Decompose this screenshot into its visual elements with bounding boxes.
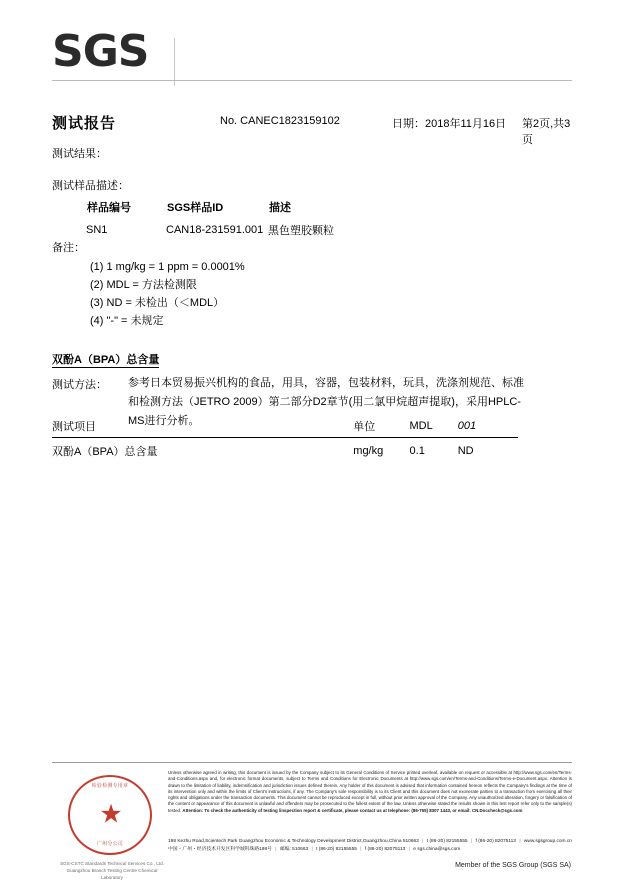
address-separator: |	[311, 847, 313, 852]
address-web-en: www.sgsgroup.com.cn	[523, 839, 572, 844]
star-icon: ★	[99, 798, 123, 829]
column-header-test-item: 测试项目	[52, 418, 353, 438]
test-method-label: 测试方法：	[52, 379, 107, 391]
footer-disclaimer	[168, 770, 572, 814]
footer-address	[168, 838, 572, 854]
column-header-sgs-id: SGS样品ID	[167, 202, 224, 214]
address-separator: |	[519, 839, 521, 844]
results-table	[52, 418, 518, 459]
address-separator: |	[470, 839, 473, 844]
report-date: 日期：2018年11月16日	[392, 118, 507, 130]
bpa-total-heading	[52, 352, 159, 369]
column-header-sample-001: 001	[458, 418, 518, 438]
column-header-mdl: MDL	[410, 418, 458, 438]
stamp-caption	[56, 860, 168, 881]
table-header-row	[52, 418, 518, 438]
cell-test-item: 双酚A（BPA）总含量	[52, 446, 158, 458]
table-row	[52, 438, 518, 460]
sgs-logo: SGS	[52, 26, 149, 77]
cell-unit: mg/kg	[353, 445, 384, 457]
list-item: (2) MDL = 方法检测限	[90, 279, 197, 291]
sample-description-label: 测试样品描述：	[52, 180, 129, 192]
cell-mdl: 0.1	[409, 445, 425, 457]
company-stamp	[60, 772, 164, 880]
list-item: (1) 1 mg/kg = 1 ppm = 0.0001%	[90, 261, 245, 273]
table-header-row	[86, 198, 334, 220]
address-separator: |	[275, 847, 277, 852]
address-mail-cn: e sgs.china@sgs.com	[413, 847, 461, 852]
footer-rule	[52, 762, 572, 763]
results-label: 测试结果：	[52, 148, 107, 160]
stamp-top-text: 检验检测专用章	[91, 783, 129, 789]
footer-disclaimer-text: Unless otherwise agreed in writing, this document is issued by the Company subject to its General Conditions of Service printed overleaf, available on request or accessible at http://www.sgs.com/en/Terms-and-Conditions.aspx and, for electronic format documents, subject to Terms and Conditions for Electronic Documents at http://www.sgs.com/en/Terms-and-Conditions/Terms-e-Document.aspx. Attention is drawn to the limitation of liability, indemnification and jurisdiction issues defined therein. Any holder of this document is advised that information contained hereon reflects the Company's findings at the time of its intervention only and within the limits of Client's instructions, if any. The Company's sole responsibility is to its Client and this document does not exonerate parties to a transaction from exercising all their rights and obligations under the transaction documents. This document cannot be reproduced except in full, without prior written approval of the Company. Any unauthorized alteration, forgery or falsification of the content or appearance of this document is unlawful and offenders may be prosecuted to the fullest extent of the law. Unless otherwise stated the results shown in this test report refer only to the sample(s) tested.	[168, 770, 572, 813]
logo-divider-tick	[174, 38, 175, 86]
cell-sample-no: SN1	[86, 224, 108, 236]
address-separator: |	[360, 847, 362, 852]
report-number: No. CANEC1823159102	[220, 115, 340, 127]
cell-result-001: ND	[457, 445, 474, 457]
address-fax-cn: f (86-20) 82075113	[364, 847, 406, 852]
table-row	[86, 222, 334, 242]
address-cn: 中国・广州・经济技术开发区科学城科珠路198号	[168, 847, 272, 852]
report-header	[52, 26, 572, 92]
footer-address-en-line	[168, 838, 572, 846]
footer-member-line: Member of the SGS Group (SGS SA)	[455, 862, 571, 869]
address-en: 198 Kezhu Road,Scientech Park Guangzhou Economic & Technology Development District,Guangzhou,China 510663	[168, 839, 419, 844]
address-tel-en: t (86-20) 82155555	[426, 839, 468, 844]
page-title: 测试报告	[52, 115, 117, 132]
cell-sgs-id: CAN18-231591.001	[166, 224, 264, 236]
list-item: (4) "-" = 未规定	[90, 315, 164, 327]
stamp-bottom-text: 广州分公司	[96, 841, 123, 847]
list-item: (3) ND = 未检出（＜MDL）	[90, 297, 225, 309]
remarks-label: 备注：	[52, 242, 85, 254]
address-separator: |	[422, 839, 424, 844]
title-row	[52, 112, 572, 146]
address-zip-cn: 邮编: 510663	[279, 847, 309, 852]
column-header-description: 描述	[269, 202, 291, 214]
footer-address-cn-line	[168, 846, 572, 854]
address-tel-cn: t (86-20) 82155555	[316, 847, 357, 852]
column-header-unit: 单位	[353, 418, 409, 438]
page-indicator: 第2页,共3页	[522, 118, 571, 146]
column-header-sample-no: 样品编号	[87, 202, 131, 214]
stamp-caption-line1: SGS-CSTC Standards Technical Services Co., Ltd.	[60, 861, 164, 866]
bpa-total-heading-text: 双酚A（BPA）总含量	[52, 354, 160, 366]
cell-description: 黑色塑胶颗粒	[268, 225, 334, 237]
remarks-list	[90, 258, 245, 330]
address-fax-en: f (86-20) 82075113	[475, 839, 516, 844]
address-separator: |	[408, 847, 410, 852]
footer-attention-text: Attention: To check the authenticity of testing /inspection report & certificate, please contact us at telephone: (86-755) 8307 1443, or email: CN.Doccheck@sgs.com	[182, 807, 523, 813]
sample-description-table	[84, 196, 336, 244]
stamp-caption-line2: Guangzhou Branch Testing Centre Chemical Laboratory	[66, 868, 158, 880]
header-rule	[52, 80, 572, 81]
test-method-text: 参考日本贸易振兴机构的食品，用具，容器，包装材料，玩具，洗涤剂规范、标准和检测方法（JETRO 2009）第二部分D2章节(用二氯甲烷超声提取)，采用HPLC-MS进行分析。	[128, 377, 524, 427]
